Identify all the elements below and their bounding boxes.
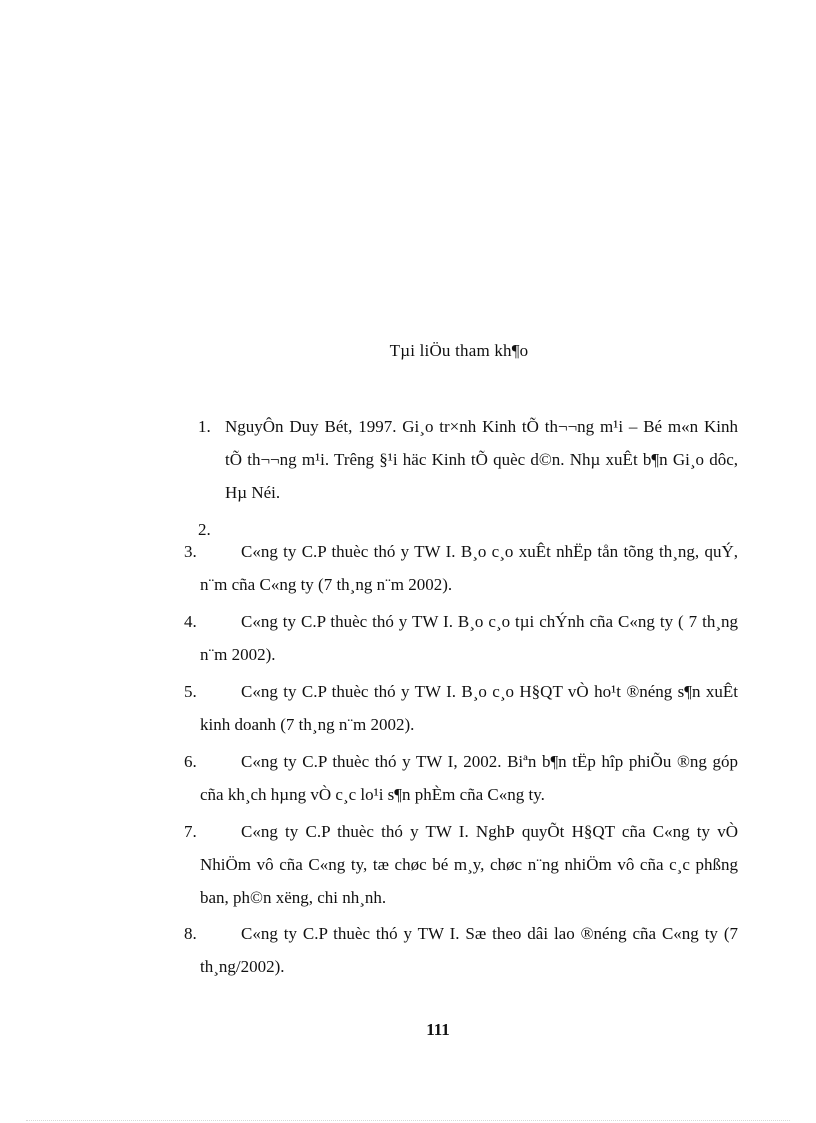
- reference-text: C«ng ty C.P thuèc thó y TW I. B¸o c¸o H§QT vÒ ho¹t ®néng s¶n xuÊt kinh doanh (7 th¸ng n¨m 2002).: [200, 682, 738, 734]
- reference-number: 5.: [184, 682, 197, 701]
- reference-number: 1.: [198, 417, 211, 436]
- page-bottom-rule: [26, 1120, 790, 1121]
- reference-number: 4.: [184, 612, 197, 631]
- reference-text: NguyÔn Duy Bét, 1997. Gi¸o tr×nh Kinh tÕ th¬¬ng m¹i – Bé m«n Kinh tÕ th¬¬ng m¹i. Trêng §¹i häc Kinh tÕ quèc d©n. Nhµ xuÊt b¶n Gi¸o dôc, Hµ Néi.: [225, 417, 738, 502]
- reference-item: [184, 605, 738, 671]
- reference-item: [184, 917, 738, 983]
- reference-text: C«ng ty C.P thuèc thó y TW I. B¸o c¸o tµi chÝnh cña C«ng ty ( 7 th¸ng n¨m 2002).: [200, 612, 738, 664]
- reference-number: 2.: [198, 520, 211, 539]
- reference-number: 6.: [184, 752, 197, 771]
- reference-item: [184, 745, 738, 811]
- page-number: 111: [426, 1020, 450, 1039]
- reference-number: 8.: [184, 924, 197, 943]
- reference-item: [184, 815, 738, 914]
- references-title: Tµi liÖu tham kh¶o: [389, 341, 529, 360]
- reference-item: [198, 410, 738, 509]
- reference-number: 3.: [184, 542, 197, 561]
- reference-text: C«ng ty C.P thuèc thó y TW I, 2002. Biªn b¶n tËp hîp phiÕu ®ng góp cña kh¸ch hµng vÒ c¸c lo¹i s¶n phÈm cña C«ng ty.: [200, 752, 738, 804]
- reference-item: [184, 675, 738, 741]
- reference-item: [184, 535, 738, 601]
- reference-text: C«ng ty C.P thuèc thó y TW I. Sæ theo dâi lao ®néng cña C«ng ty (7 th¸ng/2002).: [200, 924, 738, 976]
- reference-text: C«ng ty C.P thuèc thó y TW I. NghÞ quyÕt H§QT cña C«ng ty vÒ NhiÖm vô cña C«ng ty, tæ chøc bé m¸y, chøc n¨ng nhiÖm vô cña c¸c phßng ban, ph©n xëng, chi nh¸nh.: [200, 822, 738, 907]
- reference-text: C«ng ty C.P thuèc thó y TW I. B¸o c¸o xuÊt nhËp tån tõng th¸ng, quÝ, n¨m cña C«ng ty (7 th¸ng n¨m 2002).: [200, 542, 738, 594]
- reference-number: 7.: [184, 822, 197, 841]
